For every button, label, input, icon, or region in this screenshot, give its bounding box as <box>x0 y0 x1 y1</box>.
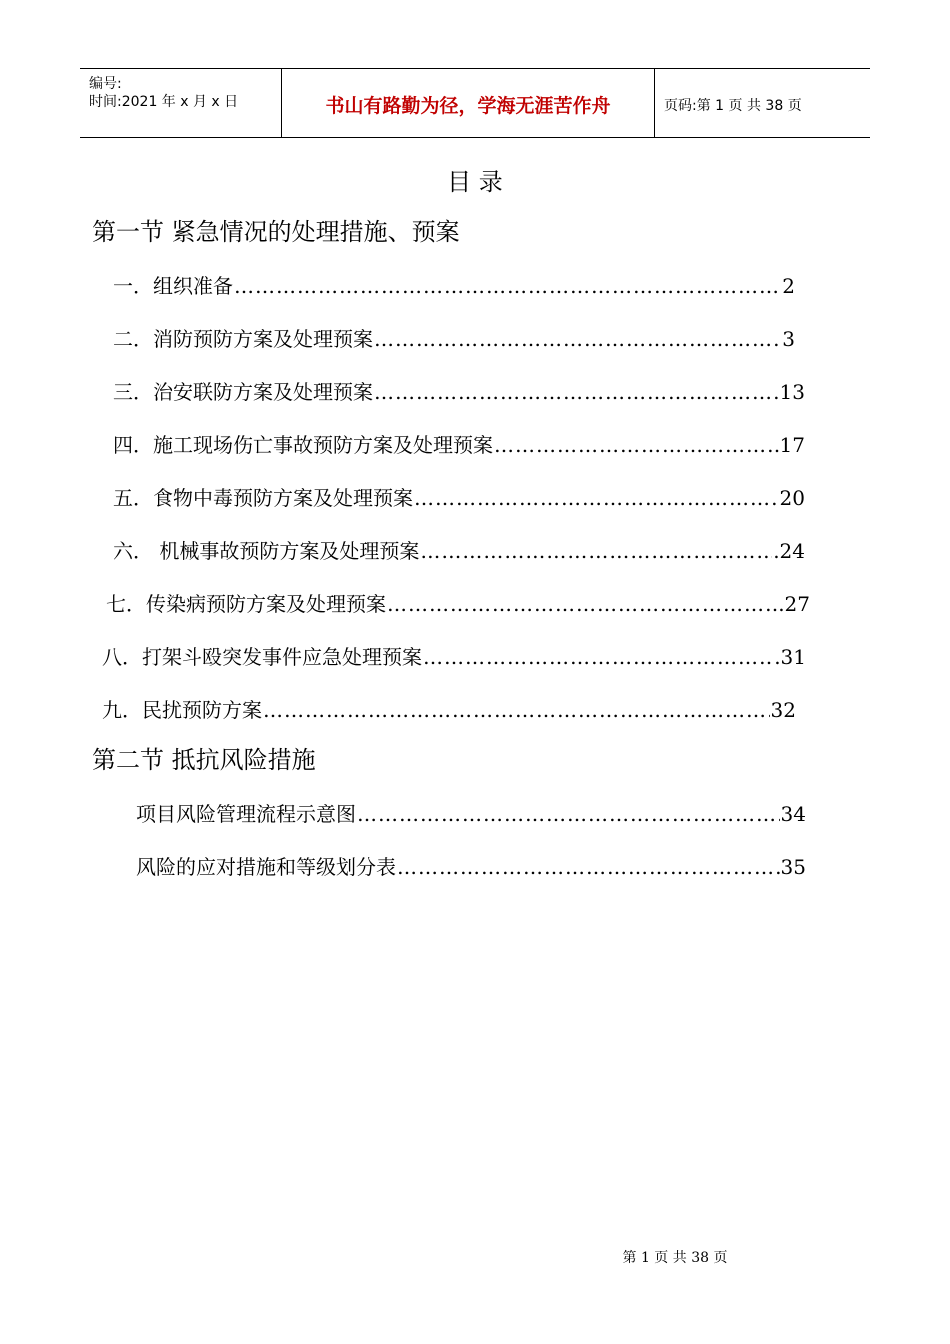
toc-entry-label: 二．消防预防方案及处理预案 <box>113 327 373 351</box>
toc-entry-page: 17 <box>779 433 805 457</box>
toc-entry[interactable] <box>102 641 806 670</box>
toc-entry-label: 七．传染病预防方案及处理预案 <box>106 592 386 616</box>
toc-entry-page: .31 <box>774 645 806 669</box>
section-heading-1: 第一节 紧急情况的处理措施、预案 <box>92 218 460 246</box>
toc-leader <box>374 380 779 404</box>
toc-entry-page: .27 <box>778 592 810 616</box>
toc-leader <box>374 327 781 351</box>
toc-entry-page: 35 <box>780 855 806 879</box>
toc-entry-label: 九．民扰预防方案 <box>102 698 262 722</box>
page-info: 页码:第 1 页 共 38 页 <box>664 98 802 114</box>
header-center-cell <box>282 69 655 137</box>
toc-leader <box>263 698 770 722</box>
toc-entry-page: 2 <box>782 274 795 298</box>
toc-entry-label: 四．施工现场伤亡事故预防方案及处理预案 <box>113 433 493 457</box>
toc-entry-page: 34 <box>780 802 806 826</box>
section-heading-2: 第二节 抵抗风险措施 <box>92 746 316 774</box>
toc-entry-label: 风险的应对措施和等级划分表 <box>136 855 396 879</box>
toc-leader <box>420 539 772 563</box>
toc-entry[interactable] <box>113 429 805 458</box>
toc-entry[interactable] <box>136 851 806 880</box>
toc-entry-page: 3 <box>782 327 795 351</box>
toc-entry-label: 六． 机械事故预防方案及处理预案 <box>113 539 420 563</box>
toc-entry[interactable] <box>102 694 796 723</box>
toc-entry[interactable] <box>113 323 795 352</box>
toc-entry[interactable] <box>113 270 795 299</box>
toc-leader <box>234 274 781 298</box>
toc-entry[interactable] <box>113 482 805 511</box>
header-table <box>80 68 870 138</box>
toc-entry-label: 三．治安联防方案及处理预案 <box>113 380 373 404</box>
toc-entry-label: 项目风险管理流程示意图 <box>136 802 356 826</box>
toc-leader <box>387 592 777 616</box>
toc-leader <box>494 433 779 457</box>
page-footer: 第 1 页 共 38 页 <box>622 1250 728 1266</box>
document-number-label: 编号: <box>89 76 122 92</box>
toc-entry[interactable] <box>113 535 805 564</box>
toc-entry-page: 20 <box>779 486 805 510</box>
motto: 书山有路勤为径，学海无涯苦作舟 <box>325 95 611 117</box>
toc-entry-page: 13 <box>779 380 805 404</box>
toc-entry-page: 32 <box>770 698 796 722</box>
document-time-label: 时间:2021 年 x 月 x 日 <box>89 94 239 110</box>
header-right-cell <box>655 69 870 137</box>
toc-entry-label: 一．组织准备 <box>113 274 233 298</box>
header-left-cell <box>80 69 282 137</box>
toc-entry[interactable] <box>136 798 806 827</box>
toc-entry-label: 八．打架斗殴突发事件应急处理预案 <box>102 645 422 669</box>
toc-leader <box>397 855 780 879</box>
toc-entry-page: .24 <box>773 539 805 563</box>
toc-title: 目 录 <box>447 168 503 196</box>
toc-leader <box>357 802 780 826</box>
toc-leader <box>414 486 779 510</box>
toc-entry[interactable] <box>106 588 810 617</box>
toc-entry-label: 五．食物中毒预防方案及处理预案 <box>113 486 413 510</box>
toc-entry[interactable] <box>113 376 805 405</box>
toc-leader <box>423 645 773 669</box>
